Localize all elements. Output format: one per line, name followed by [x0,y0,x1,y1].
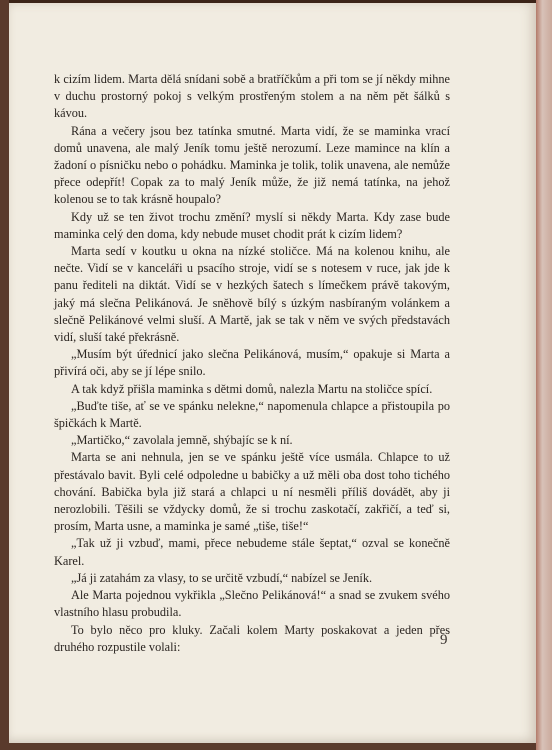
paragraph: k cizím lidem. Marta dělá snídani sobě a bratříčkům a při tom se jí někdy mihne v duchu prostorný pokoj s velkým prostřeným stolem a na něm pět šálků s kávou. [54,72,450,121]
paragraph: „Martičko,“ zavolala jemně, shýbajíc se k ní. [71,433,293,448]
paragraph: „Musím být úřednicí jako slečna Pelikánová, musím,“ opakuje si Marta a přivírá oči, aby se jí lépe snilo. [54,347,450,379]
paragraph: Kdy už se ten život trochu změní? myslí si někdy Marta. Kdy zase bude maminka celý den doma, kdy nebude muset chodit prát k cizím lidem? [54,209,450,241]
body-text [54,71,450,656]
page-number: 9 [440,632,448,648]
paragraph: „Já ji zatahám za vlasy, to se určitě vzbudí,“ nabízel se Jeník. [71,570,373,585]
paragraph: To bylo něco pro kluky. Začali kolem Marty poskakovat a jeden přes druhého rozpustile volali: [54,622,450,654]
paragraph: „Tak už ji vzbuď, mami, přece nebudeme stále šeptat,“ ozval se konečně Karel. [54,536,450,568]
paragraph: Ale Marta pojednou vykřikla „Slečno Pelikánová!“ a snad se zvukem svého vlastního hlasu probudila. [54,588,450,620]
paragraph: Marta sedí v koutku u okna na nízké stoličce. Má na kolenou knihu, ale nečte. Vidí se v kanceláři u psacího stroje, vidí se s notesem v ruce, jak jde k panu řediteli na diktát. Vidí se v hezkých šatech s límečkem právě takovým, jaký má slečna Pelikánová. Je sněhově bílý s úzkým nasbíraným volánkem a slečně Pelikánové velmi sluší. A Martě, jak se tak v něm ve svých představách vidí, sluší také překrásně. [54,244,450,345]
paragraph: Rána a večery jsou bez tatínka smutné. Marta vidí, že se maminka vrací domů unavena, ale malý Jeník tomu ještě nerozumí. Leze mamince na klín a žadoní o písničku nebo o pohádku. Maminka je tolik, tolik unavena, ale nemůže přece odepřít! Copak za to malý Jeník může, že již nemá tatínka, na jehož kolenou se to tak krásně houpalo? [54,123,450,207]
paragraph: „Buďte tiše, ať se ve spánku nelekne,“ napomenula chlapce a přistoupila po špičkách k Martě. [54,398,450,431]
paragraph: A tak když přišla maminka s dětmi domů, nalezla Martu na stoličce spící. [71,381,433,396]
paragraph: Marta se ani nehnula, jen se ve spánku ještě více usmála. Chlapce to už přestávalo bavit. Byli celé odpoledne u babičky a už měli oba dost toho tichého chování. Babička byla již stará a chlapci u ní nesměli příliš dovádět, aby ji nerozlobili. Těšili se vždycky domů, že si trochu zaskotačí, zakřičí, a teď si, prosím, Marta usne, a maminka je samé „tiše, tiše!“ [54,450,450,534]
book-edge [536,0,552,750]
